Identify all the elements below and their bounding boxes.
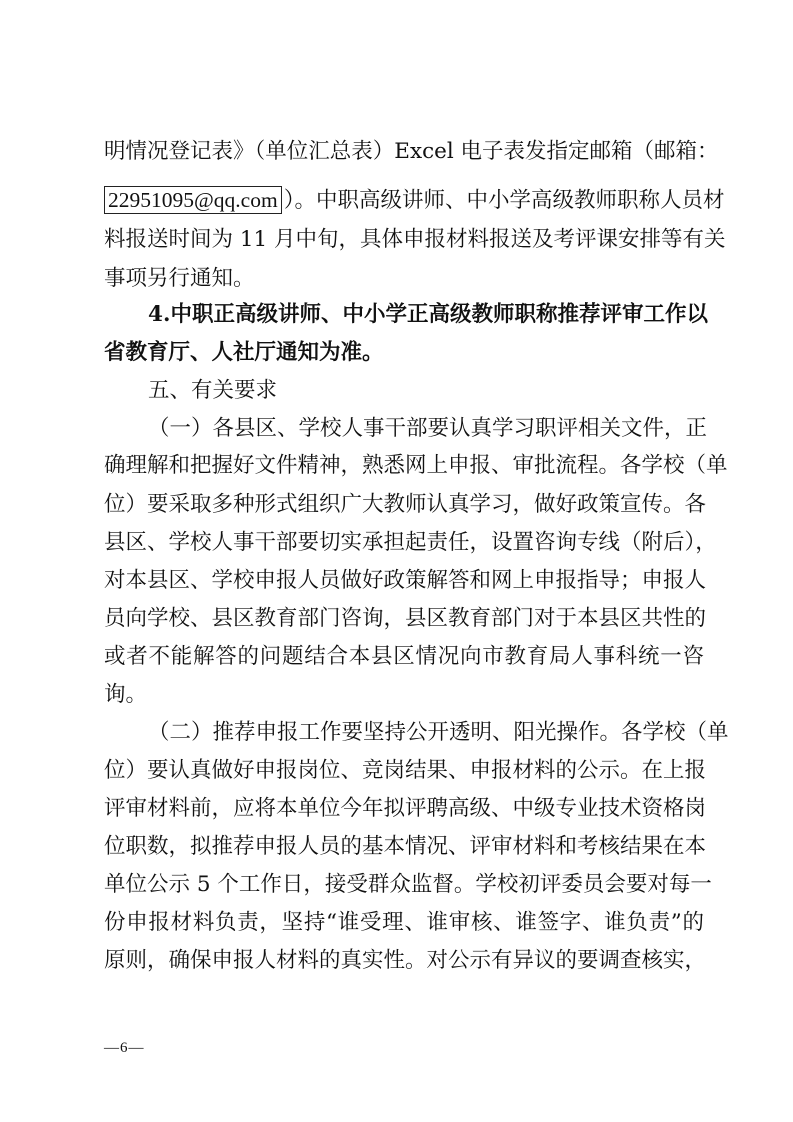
email-address-box[interactable]: 22951095@qq.com xyxy=(104,186,282,214)
text-line: 明情况登记表》（单位汇总表）Excel 电子表发指定邮箱（邮箱： xyxy=(104,139,719,164)
text-line: 位）要认真做好申报岗位、竞岗结果、申报材料的公示。在上报 xyxy=(104,758,707,783)
text-line: （二）推荐申报工作要坚持公开透明、阳光操作。各学校（单 xyxy=(148,720,729,745)
text-line: 原则，确保申报人材料的真实性。对公示有异议的要调查核实， xyxy=(104,948,707,973)
text-line: 员向学校、县区教育部门咨询，县区教育部门对于本县区共性的 xyxy=(104,606,707,631)
text-line: 对本县区、学校申报人员做好政策解答和网上申报指导；申报人 xyxy=(104,568,707,593)
text-line: 位）要采取多种形式组织广大教师认真学习，做好政策宣传。各 xyxy=(104,492,707,517)
text-line: 确理解和把握好文件精神，熟悉网上申报、审批流程。各学校（单 xyxy=(104,453,728,478)
page-number: —6— xyxy=(104,1040,145,1056)
text-line: 份申报材料负责，坚持“谁受理、谁审核、谁签字、谁负责”的 xyxy=(104,910,704,935)
text-line: 评审材料前，应将本单位今年拟评聘高级、中级专业技术资格岗 xyxy=(104,796,707,821)
text-line: （一）各县区、学校人事干部要认真学习职评相关文件，正 xyxy=(148,416,708,441)
text-line xyxy=(104,186,725,216)
text-line-remainder: ）。中职高级讲师、中小学高级教师职称人员材 xyxy=(283,188,725,213)
text-line: 或者不能解答的问题结合本县区情况向市教育局人事科统一咨 xyxy=(104,644,704,669)
bold-text-line: 4.中职正高级讲师、中小学正高级教师职称推荐评审工作以 xyxy=(148,302,708,327)
text-line: 单位公示 5 个工作日，接受群众监督。学校初评委员会要对每一 xyxy=(104,872,712,897)
text-line: 位职数，拟推荐申报人员的基本情况、评审材料和考核结果在本 xyxy=(104,834,707,859)
text-line: 县区、学校人事干部要切实承担起责任，设置咨询专线（附后）， xyxy=(104,530,717,555)
text-line: 事项另行通知。 xyxy=(104,266,255,291)
section-heading: 五、有关要求 xyxy=(148,378,278,403)
text-line: 料报送时间为 11 月中旬，具体申报材料报送及考评课安排等有关 xyxy=(104,227,726,252)
bold-text-line: 省教育厅、人社厅通知为准。 xyxy=(104,340,384,365)
text-line: 询。 xyxy=(104,682,148,707)
